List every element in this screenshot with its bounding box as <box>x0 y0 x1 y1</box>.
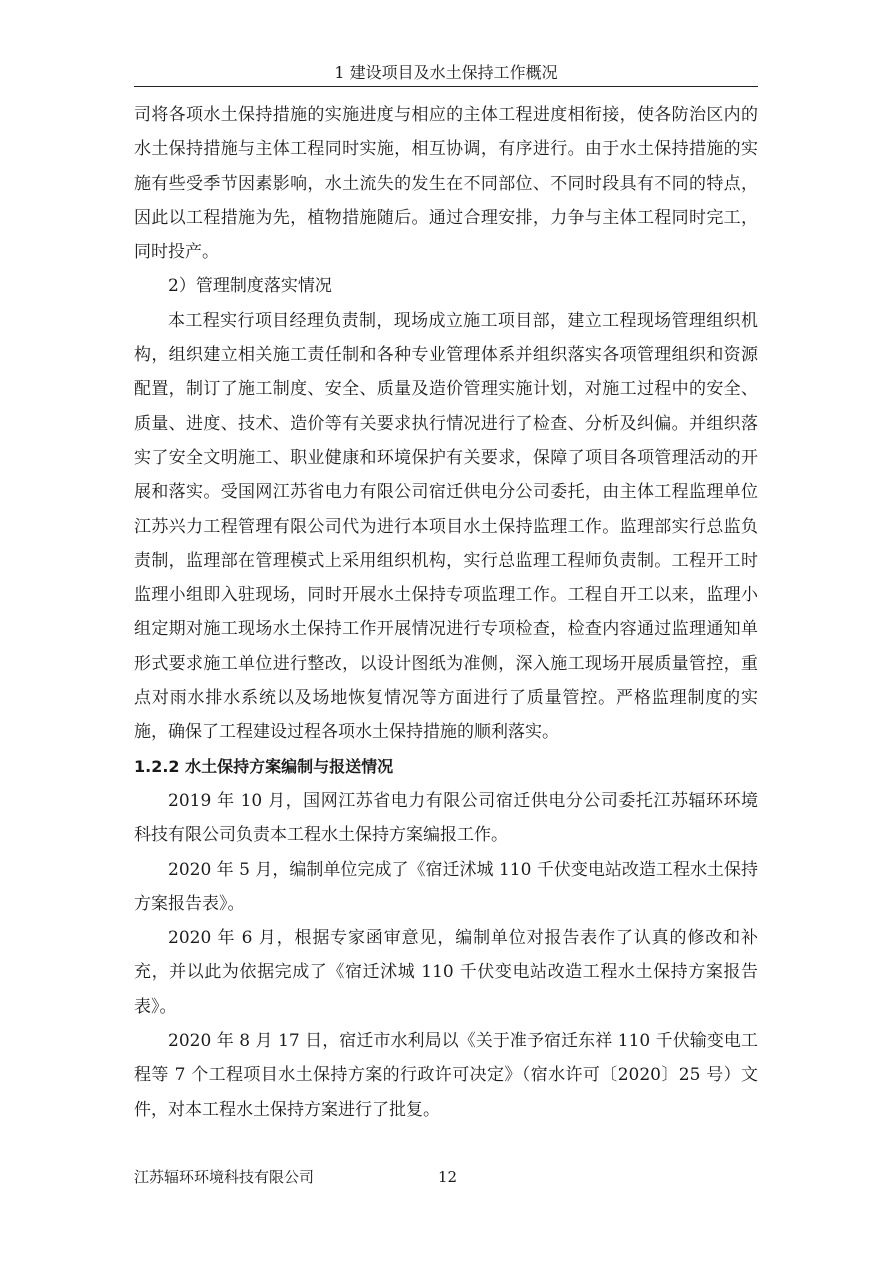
section-heading-1-2-2: 1.2.2 水土保持方案编制与报送情况 <box>134 756 394 776</box>
page-number: 12 <box>438 1168 458 1186</box>
paragraph-2020-june: 2020 年 6 月，根据专家函审意见，编制单位对报告表作了认真的修改和补充，并以此为依据完成了《宿迁沭城 110 千伏变电站改造工程水土保持方案报告表》。 <box>134 928 758 1017</box>
document-body <box>134 98 758 1127</box>
paragraph-2020-august: 2020 年 8 月 17 日，宿迁市水利局以《关于准予宿迁东祥 110 千伏输变电工程等 7 个工程项目水土保持方案的行政许可决定》（宿水许可〔2020〕25 号）文件，对本工程水土保持方案进行了批复。 <box>134 1031 758 1120</box>
paragraph-2019-october: 2019 年 10 月，国网江苏省电力有限公司宿迁供电分公司委托江苏辐环环境科技有限公司负责本工程水土保持方案编报工作。 <box>134 790 758 846</box>
header-divider <box>134 86 758 87</box>
paragraph-continuation: 司将各项水土保持措施的实施进度与相应的主体工程进度相衔接，使各防治区内的水土保持措施与主体工程同时实施，相互协调，有序进行。由于水土保持措施的实施有些受季节因素影响，水土流失的发生在不同部位、不同时段具有不同的特点，因此以工程措施为先，植物措施随后。通过合理安排，力争与主体工程同时完工，同时投产。 <box>134 105 758 263</box>
footer-company-name: 江苏辐环环境科技有限公司 <box>134 1168 315 1186</box>
paragraph-2020-may: 2020 年 5 月，编制单位完成了《宿迁沭城 110 千伏变电站改造工程水土保持方案报告表》。 <box>134 859 758 914</box>
page-header-title: 1 建设项目及水土保持工作概况 <box>334 63 558 82</box>
paragraph-management-system: 本工程实行项目经理负责制，现场成立施工项目部，建立工程现场管理组织机构，组织建立相关施工责任制和各种专业管理体系并组织落实各项管理组织和资源配置，制订了施工制度、安全、质量及造价管理实施计划，对施工过程中的安全、质量、进度、技术、造价等有关要求执行情况进行了检查、分析及纠偏。并组织落实了安全文明施工、职业健康和环境保护有关要求，保障了项目各项管理活动的开展和落实。受国网江苏省电力有限公司宿迁供电分公司委托，由主体工程监理单位江苏兴力工程管理有限公司代为进行本项目水土保持监理工作。监理部实行总监负责制，监理部在管理模式上采用组织机构，实行总监理工程师负责制。工程开工时监理小组即入驻现场，同时开展水土保持专项监理工作。工程自开工以来，监理小组定期对施工现场水土保持工作开展情况进行专项检查，检查内容通过监理通知单形式要求施工单位进行整改，以设计图纸为准侧，深入施工现场开展质量管控，重点对雨水排水系统以及场地恢复情况等方面进行了质量管控。严格监理制度的实施，确保了工程建设过程各项水土保持措施的顺利落实。 <box>134 310 758 743</box>
subsection-title-management: 2）管理制度落实情况 <box>168 276 332 297</box>
